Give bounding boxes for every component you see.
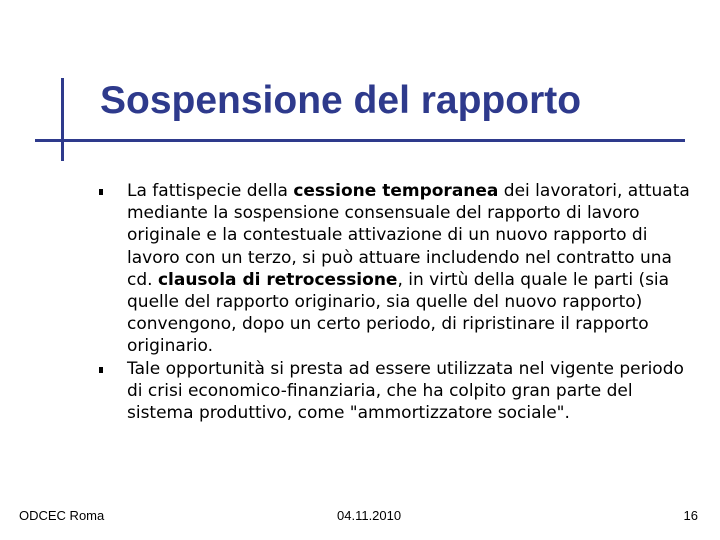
- footer-organization: ODCEC Roma: [19, 508, 105, 523]
- bullet-item: [99, 180, 694, 358]
- footer-date: 04.11.2010: [337, 508, 402, 523]
- square-bullet-icon: [99, 367, 103, 373]
- bullet-text-segment: , in virtù della quale le parti (sia quelle del rapporto originario, sia quelle del nuovo rapporto) convengono, dopo un certo periodo, di ripristinare il rapporto originario.: [127, 269, 670, 357]
- bullet-text-bold: cessione temporanea: [293, 181, 499, 201]
- bullet-text-segment: Tale opportunità si presta ad essere utilizzata nel vigente periodo di crisi economico-finanziaria, che ha colpito gran parte del sistema produttivo, come "ammortizzatore sociale".: [127, 358, 684, 424]
- bullet-text-bold: clausola di retrocessione: [157, 269, 398, 290]
- bullet-text-segment: La fattispecie della: [127, 181, 294, 201]
- bullet-text-segment: dei lavoratori, attuata mediante la sospensione consensuale del rapporto di lavoro originale e la contestuale attivazione di un nuovo rapporto di lavoro con un terzo, si può attuare includendo nel contratto una cd.: [127, 181, 690, 290]
- slide-title: Sospensione del rapporto: [100, 79, 582, 122]
- page-number: 16: [683, 508, 698, 523]
- horizontal-accent-line: [35, 139, 685, 142]
- vertical-accent-line: [61, 78, 64, 161]
- bullet-list: [99, 180, 694, 424]
- bullet-item: [99, 358, 694, 425]
- square-bullet-icon: [99, 189, 103, 195]
